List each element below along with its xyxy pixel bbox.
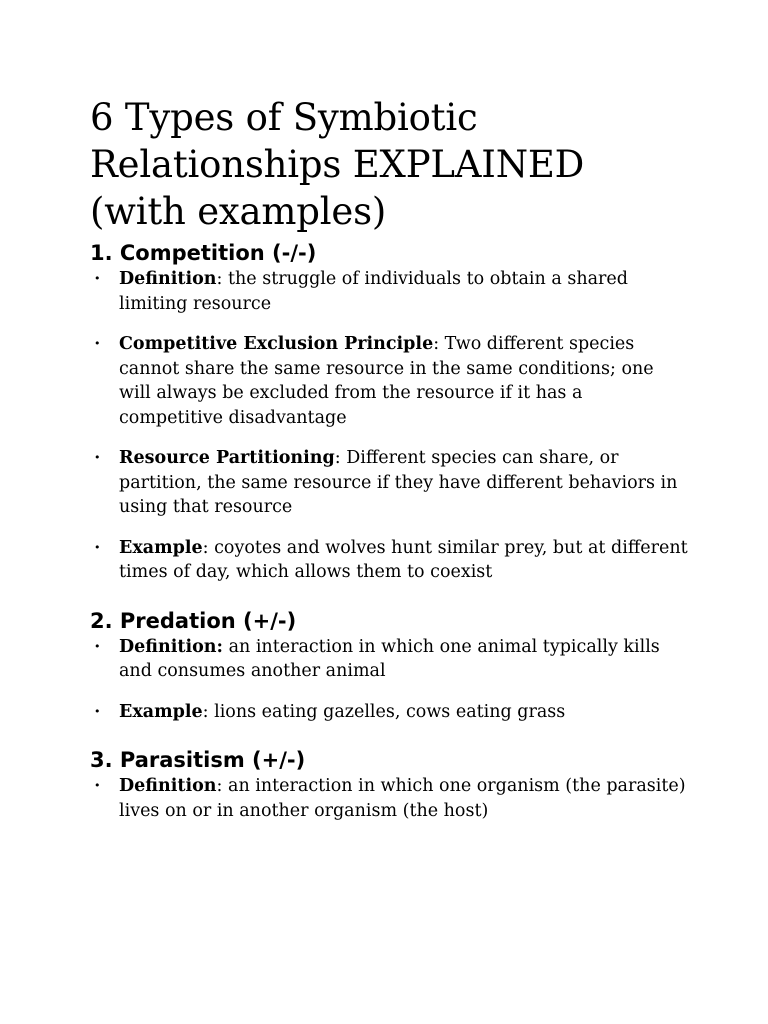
- bullet-icon: •: [94, 337, 101, 350]
- document-page: [90, 94, 690, 823]
- list-item: [90, 700, 690, 725]
- item-text: : an interaction in which one organism (the parasite) lives on or in another organism (the host): [119, 776, 686, 821]
- bullet-icon: •: [94, 779, 101, 792]
- document-title: [90, 94, 690, 235]
- item-term: Definition: [119, 269, 217, 289]
- title-line-1: 6 Types of Symbiotic: [90, 96, 478, 139]
- item-text: : Different species can share, or partition, the same resource if they have different behaviors in using that resource: [119, 448, 678, 517]
- parasitism-list: [90, 774, 690, 823]
- list-item: [90, 536, 690, 585]
- item-term: Competitive Exclusion Principle: [119, 334, 434, 354]
- item-term: Resource Partitioning: [119, 448, 335, 468]
- competition-list: [90, 267, 690, 585]
- item-text: : Two different species cannot share the same resource in the same conditions; one will always be excluded from the resource if it has a competitive disadvantage: [119, 334, 654, 428]
- item-term: Example: [119, 537, 203, 558]
- list-item: [90, 332, 690, 430]
- item-term: Definition: [119, 776, 217, 796]
- list-item: [90, 635, 690, 684]
- bullet-icon: •: [94, 540, 101, 554]
- predation-list: [90, 635, 690, 725]
- bullet-icon: •: [94, 704, 101, 718]
- bullet-icon: •: [94, 451, 101, 464]
- list-item: [90, 267, 690, 316]
- item-text: : lions eating gazelles, cows eating grass: [202, 701, 566, 722]
- item-text: : the struggle of individuals to obtain a shared limiting resource: [119, 269, 628, 314]
- section-heading-competition: 1. Competition (-/-): [90, 241, 317, 265]
- title-line-3: (with examples): [90, 190, 387, 233]
- list-item: [90, 774, 690, 823]
- section-heading-predation: 2. Predation (+/-): [90, 608, 297, 633]
- item-text: an interaction in which one animal typically kills and consumes another animal: [119, 636, 660, 681]
- bullet-icon: •: [94, 639, 101, 653]
- list-item: [90, 446, 690, 520]
- item-term: Definition:: [119, 636, 223, 657]
- title-line-2: Relationships EXPLAINED: [90, 143, 585, 186]
- item-term: Example: [119, 701, 203, 722]
- section-heading-parasitism: 3. Parasitism (+/-): [90, 748, 306, 772]
- bullet-icon: •: [94, 272, 101, 285]
- item-text: : coyotes and wolves hunt similar prey, but at different times of day, which allows them to coexist: [119, 537, 688, 582]
